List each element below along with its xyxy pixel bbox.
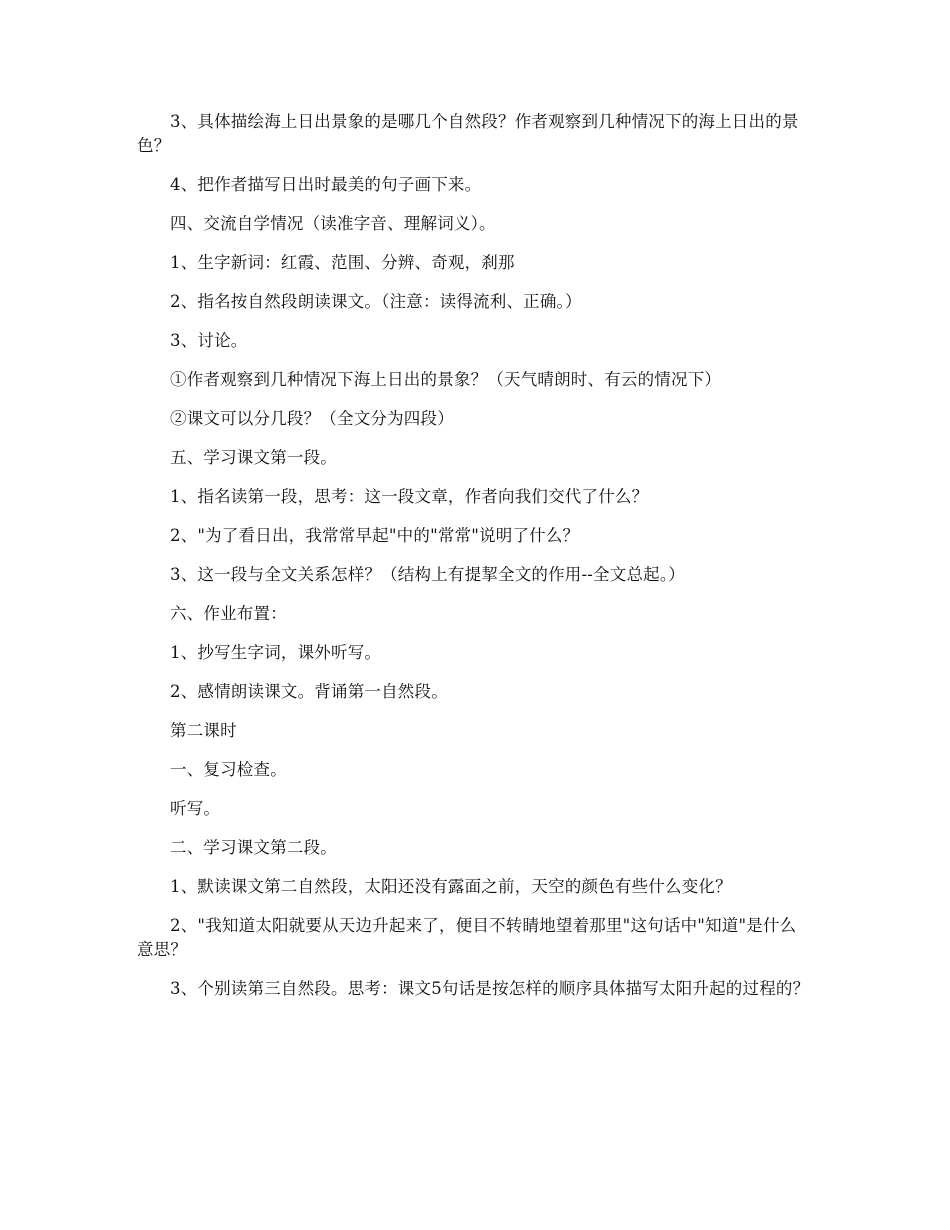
paragraph: 听写。 <box>170 799 221 818</box>
paragraph: 3、个别读第三自然段。思考：课文5句话是按怎样的顺序具体描写太阳升起的过程的？ <box>170 979 810 998</box>
lesson-heading: 第二课时 <box>170 721 237 740</box>
paragraph: 1、生字新词：红霞、范围、分辨、奇观，刹那 <box>170 253 515 272</box>
paragraph: ①作者观察到几种情况下海上日出的景象？（天气晴朗时、有云的情况下） <box>170 370 722 389</box>
document-body <box>137 110 813 1001</box>
paragraph: 2、指名按自然段朗读课文。（注意：读得流利、正确。） <box>170 292 582 311</box>
paragraph: 1、抄写生字词，课外听写。 <box>170 643 382 662</box>
paragraph: 2、"我知道太阳就要从天边升起来了，便目不转睛地望着那里"这句话中"知道"是什么意思？ <box>137 916 797 959</box>
paragraph: 2、感情朗读课文。背诵第一自然段。 <box>170 682 448 701</box>
paragraph: 4、把作者描写日出时最美的句子画下来。 <box>170 175 482 194</box>
paragraph: 3、讨论。 <box>170 331 248 350</box>
section-heading: 六、作业布置： <box>170 604 287 623</box>
paragraph: 3、具体描绘海上日出景象的是哪几个自然段？作者观察到几种情况下的海上日出的景色？ <box>137 112 799 155</box>
paragraph: 1、指名读第一段，思考：这一段文章，作者向我们交代了什么？ <box>170 487 649 506</box>
section-heading: 一、复习检查。 <box>170 760 287 779</box>
section-heading: 五、学习课文第一段。 <box>170 448 337 467</box>
paragraph: ②课文可以分几段？（全文分为四段） <box>170 409 454 428</box>
section-heading: 四、交流自学情况（读准字音、理解词义）。 <box>170 214 496 233</box>
paragraph: 2、"为了看日出，我常常早起"中的"常常"说明了什么？ <box>170 526 580 545</box>
paragraph: 3、这一段与全文关系怎样？（结构上有提挈全文的作用--全文总起。） <box>170 565 685 584</box>
section-heading: 二、学习课文第二段。 <box>170 838 337 857</box>
paragraph: 1、默读课文第二自然段，太阳还没有露面之前，天空的颜色有些什么变化？ <box>170 877 732 896</box>
